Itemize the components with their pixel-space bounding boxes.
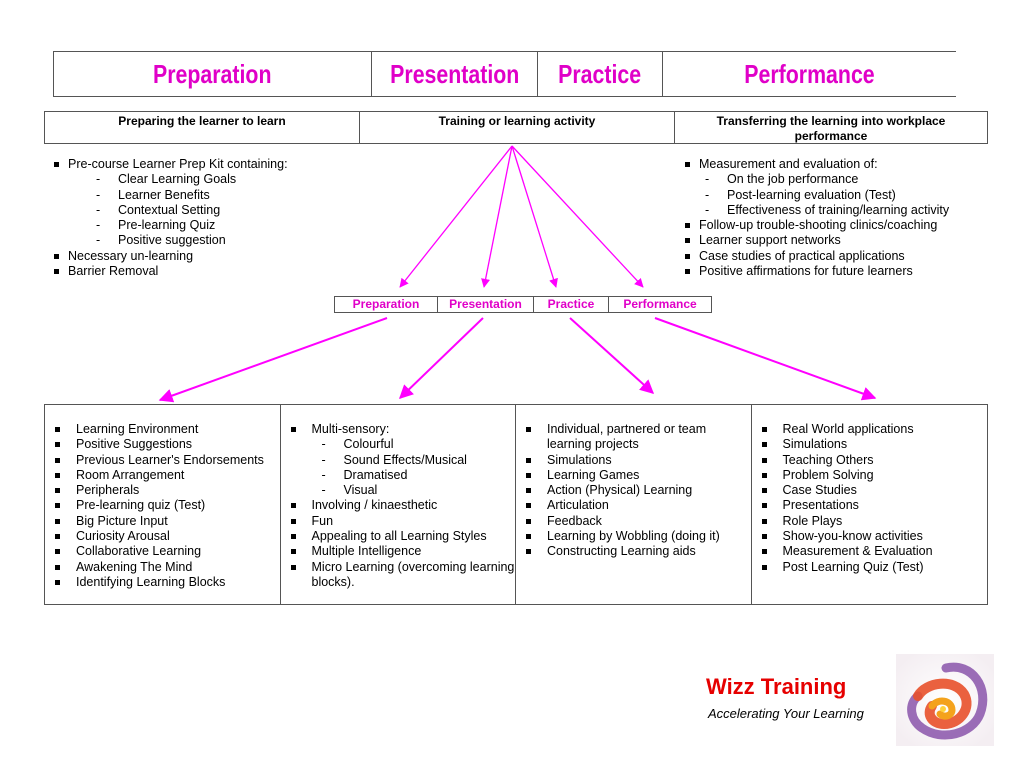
list-item: Collaborative Learning — [45, 544, 280, 559]
phase-label-performance: Performance — [623, 297, 697, 311]
phase-label-presentation: Presentation — [438, 297, 534, 312]
list-item: Necessary un-learning — [46, 249, 366, 264]
list-item: Involving / kinaesthetic — [281, 498, 516, 513]
brand-tagline: Accelerating Your Learning — [708, 706, 864, 721]
list-item: Appealing to all Learning Styles — [281, 529, 516, 544]
list-item: Action (Physical) Learning — [516, 483, 751, 498]
description-activity: Training or learning activity — [360, 112, 675, 143]
list-item: Simulations — [752, 437, 988, 452]
sub-list — [92, 172, 366, 248]
list-item: Learning by Wobbling (doing it) — [516, 529, 751, 544]
list-item: Learner support networks — [677, 233, 997, 248]
list-item: Post Learning Quiz (Test) — [752, 560, 988, 575]
list-item: Big Picture Input — [45, 514, 280, 529]
list-item: Feedback — [516, 514, 751, 529]
list-item: - Learner Benefits — [92, 188, 366, 203]
list-item: Pre-course Learner Prep Kit containing: - Clear Learning Goals - Learner Benefits - Contextual Setting - Pre-learning Quiz - Positive suggestion — [46, 157, 366, 249]
list-item: Identifying Learning Blocks — [45, 575, 280, 590]
preparation-kit-list — [46, 157, 366, 279]
swirl-logo-icon — [896, 654, 994, 746]
list-item: - Sound Effects/Musical — [318, 453, 516, 468]
practice-column — [516, 405, 752, 604]
list-item: Problem Solving — [752, 468, 988, 483]
arrow-to-preparation-label — [400, 146, 512, 287]
list-item: Role Plays — [752, 514, 988, 529]
phase-header-presentation: Presentation — [372, 52, 538, 96]
list-item: - Positive suggestion — [92, 233, 366, 248]
sub-list — [701, 172, 997, 218]
phase-header-preparation: Preparation — [54, 52, 372, 96]
phase-label-practice: Practice — [534, 297, 609, 312]
list-item: Positive affirmations for future learners — [677, 264, 997, 279]
brand-name: Wizz Training — [706, 674, 847, 699]
phase-header-practice: Practice — [538, 52, 663, 96]
list-item: Articulation — [516, 498, 751, 513]
list-item: Micro Learning (overcoming learning blocks). — [281, 560, 516, 591]
arrow-to-practice-column — [570, 318, 653, 393]
performance-column — [752, 405, 988, 604]
list-item: Pre-learning quiz (Test) — [45, 498, 280, 513]
arrow-to-presentation-label — [484, 146, 512, 287]
list-item: - Effectiveness of training/learning activity — [701, 203, 997, 218]
arrow-to-performance-column — [655, 318, 875, 398]
list-item: Show-you-know activities — [752, 529, 988, 544]
list-item: Previous Learner's Endorsements — [45, 453, 280, 468]
arrow-to-preparation-column — [160, 318, 387, 400]
list-item: - Contextual Setting — [92, 203, 366, 218]
phase-header-table — [53, 51, 956, 97]
presentation-column — [281, 405, 517, 604]
list-item: Barrier Removal — [46, 264, 366, 279]
list-item: Room Arrangement — [45, 468, 280, 483]
list-item: Teaching Others — [752, 453, 988, 468]
activities-table — [44, 404, 988, 605]
list-item: - Colourful — [318, 437, 516, 452]
description-performance: Transferring the learning into workplace performance — [716, 114, 946, 143]
description-table — [44, 111, 988, 144]
arrow-to-practice-label — [512, 146, 556, 287]
list-item: Learning Environment — [45, 422, 280, 437]
list-item: Multi-sensory: - Colourful - Sound Effects/Musical - Dramatised - Visual — [281, 422, 516, 498]
arrow-to-performance-label — [512, 146, 643, 287]
list-item: - Dramatised — [318, 468, 516, 483]
phase-header-performance: Performance — [744, 58, 875, 89]
phase-label-table — [334, 296, 712, 313]
description-preparation: Preparing the learner to learn — [45, 112, 360, 143]
list-item: Presentations — [752, 498, 988, 513]
list-item: Awakening The Mind — [45, 560, 280, 575]
list-item: Individual, partnered or team learning projects — [516, 422, 751, 453]
list-item: Simulations — [516, 453, 751, 468]
list-item: Follow-up trouble-shooting clinics/coaching — [677, 218, 997, 233]
sub-list — [318, 437, 516, 498]
list-item: Positive Suggestions — [45, 437, 280, 452]
list-item: - On the job performance — [701, 172, 997, 187]
list-item: Measurement & Evaluation — [752, 544, 988, 559]
list-item: - Pre-learning Quiz — [92, 218, 366, 233]
list-item: - Clear Learning Goals — [92, 172, 366, 187]
list-item: Multiple Intelligence — [281, 544, 516, 559]
list-item: Measurement and evaluation of: - On the job performance - Post-learning evaluation (Test) - Effectiveness of training/learning activity — [677, 157, 997, 218]
phase-label-preparation: Preparation — [335, 297, 438, 312]
list-item: Case Studies — [752, 483, 988, 498]
list-item: Constructing Learning aids — [516, 544, 751, 559]
list-item: Curiosity Arousal — [45, 529, 280, 544]
list-item: Real World applications — [752, 422, 988, 437]
list-item: Case studies of practical applications — [677, 249, 997, 264]
list-item: - Post-learning evaluation (Test) — [701, 188, 997, 203]
list-item: Peripherals — [45, 483, 280, 498]
performance-measurement-list — [677, 157, 997, 279]
list-item: Learning Games — [516, 468, 751, 483]
arrow-to-presentation-column — [400, 318, 483, 398]
preparation-column — [45, 405, 281, 604]
list-item: - Visual — [318, 483, 516, 498]
list-item: Fun — [281, 514, 516, 529]
